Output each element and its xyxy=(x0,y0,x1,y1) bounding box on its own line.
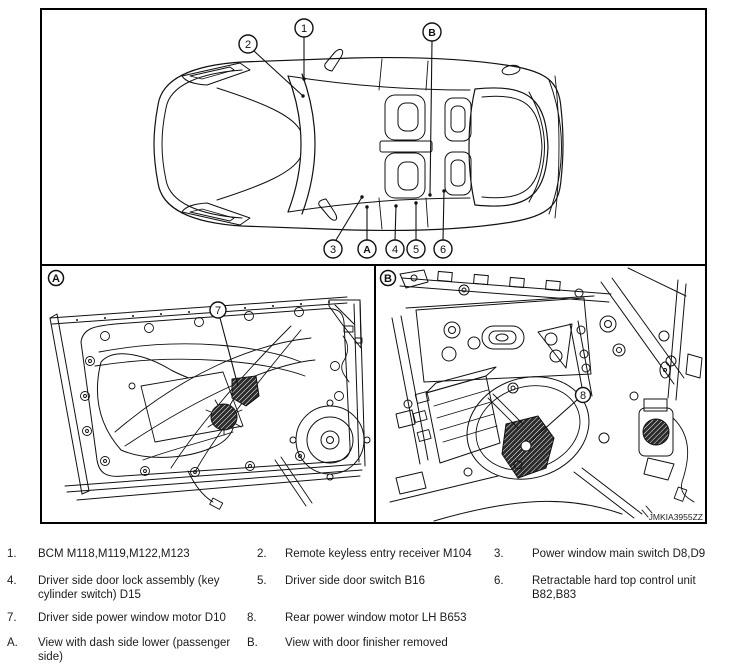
legend-item-text: Driver side power window motor D10 xyxy=(38,612,226,624)
legend-item-number: A. xyxy=(7,637,18,649)
legend-item-text: Rear power window motor LH B653 xyxy=(285,612,467,624)
svg-text:7: 7 xyxy=(214,305,222,317)
legend-item-number: 7. xyxy=(7,612,17,624)
legend-item-7 xyxy=(7,611,250,625)
svg-text:A: A xyxy=(52,273,60,285)
door-panel-drawing xyxy=(50,297,370,509)
callout-6 xyxy=(434,189,452,258)
legend-item-text: Driver side door switch B16 xyxy=(285,575,425,587)
callout-2 xyxy=(239,35,305,98)
legend-item-number: 4. xyxy=(7,575,17,587)
svg-text:B: B xyxy=(384,273,392,285)
side-mirror-right xyxy=(319,199,337,220)
detail-panel-a xyxy=(42,266,374,522)
svg-text:8: 8 xyxy=(579,390,587,402)
legend-item-text: Driver side door lock assembly (key cylinder switch) D15 xyxy=(38,575,220,601)
svg-text:4: 4 xyxy=(391,244,399,256)
legend-item-text: Power window main switch D8,D9 xyxy=(532,548,706,560)
legend-item-number: B. xyxy=(247,637,258,649)
legend-item-text: BCM M118,M119,M122,M123 xyxy=(38,548,190,560)
legend-item-5 xyxy=(257,574,494,588)
legend-item-number: 8. xyxy=(247,612,257,624)
legend-item-number: 5. xyxy=(257,575,267,587)
svg-text:2: 2 xyxy=(244,39,252,51)
legend-item-1 xyxy=(7,547,250,561)
rear-seats xyxy=(445,98,471,195)
legend-item-number: 1. xyxy=(7,548,17,560)
callout-1 xyxy=(295,19,313,81)
callout-a-top xyxy=(358,205,376,258)
legend-item-number: 3. xyxy=(494,548,504,560)
callout-8 xyxy=(532,388,591,441)
figure-watermark: JMKIA3955ZZ xyxy=(648,512,703,522)
callout-b-top xyxy=(423,23,441,197)
legend-item-6 xyxy=(494,574,718,602)
legend-item-a xyxy=(7,636,250,664)
legend-item-b xyxy=(247,636,494,650)
panel-b-label xyxy=(381,271,396,286)
legend-item-text: View with dash side lower (passenger side) xyxy=(38,637,231,663)
car-top-view-panel xyxy=(42,10,705,264)
detail-panel-b xyxy=(376,266,705,522)
legend-item-text: View with door finisher removed xyxy=(285,637,448,649)
svg-text:5: 5 xyxy=(412,244,420,256)
panel-a-label xyxy=(49,271,64,286)
legend-item-2 xyxy=(257,547,494,561)
svg-text:A: A xyxy=(363,244,371,256)
legend-item-4 xyxy=(7,574,250,602)
callout-4 xyxy=(386,204,404,258)
legend-item-8 xyxy=(247,611,494,625)
svg-text:3: 3 xyxy=(329,244,337,256)
svg-text:1: 1 xyxy=(300,23,308,35)
fuel-cap xyxy=(501,64,520,76)
rear-quarter-drawing xyxy=(390,268,702,521)
legend-item-3 xyxy=(494,547,718,561)
retractor-assembly xyxy=(639,399,694,502)
side-mirror-left xyxy=(325,50,343,71)
svg-text:B: B xyxy=(428,27,436,39)
legend-item-text: Remote keyless entry receiver M104 xyxy=(285,548,472,560)
legend-item-number: 6. xyxy=(494,575,504,587)
svg-text:6: 6 xyxy=(439,244,447,256)
legend-item-text: Retractable hard top control unit B82,B83 xyxy=(532,575,696,601)
legend-item-number: 2. xyxy=(257,548,267,560)
front-seats xyxy=(380,95,432,198)
